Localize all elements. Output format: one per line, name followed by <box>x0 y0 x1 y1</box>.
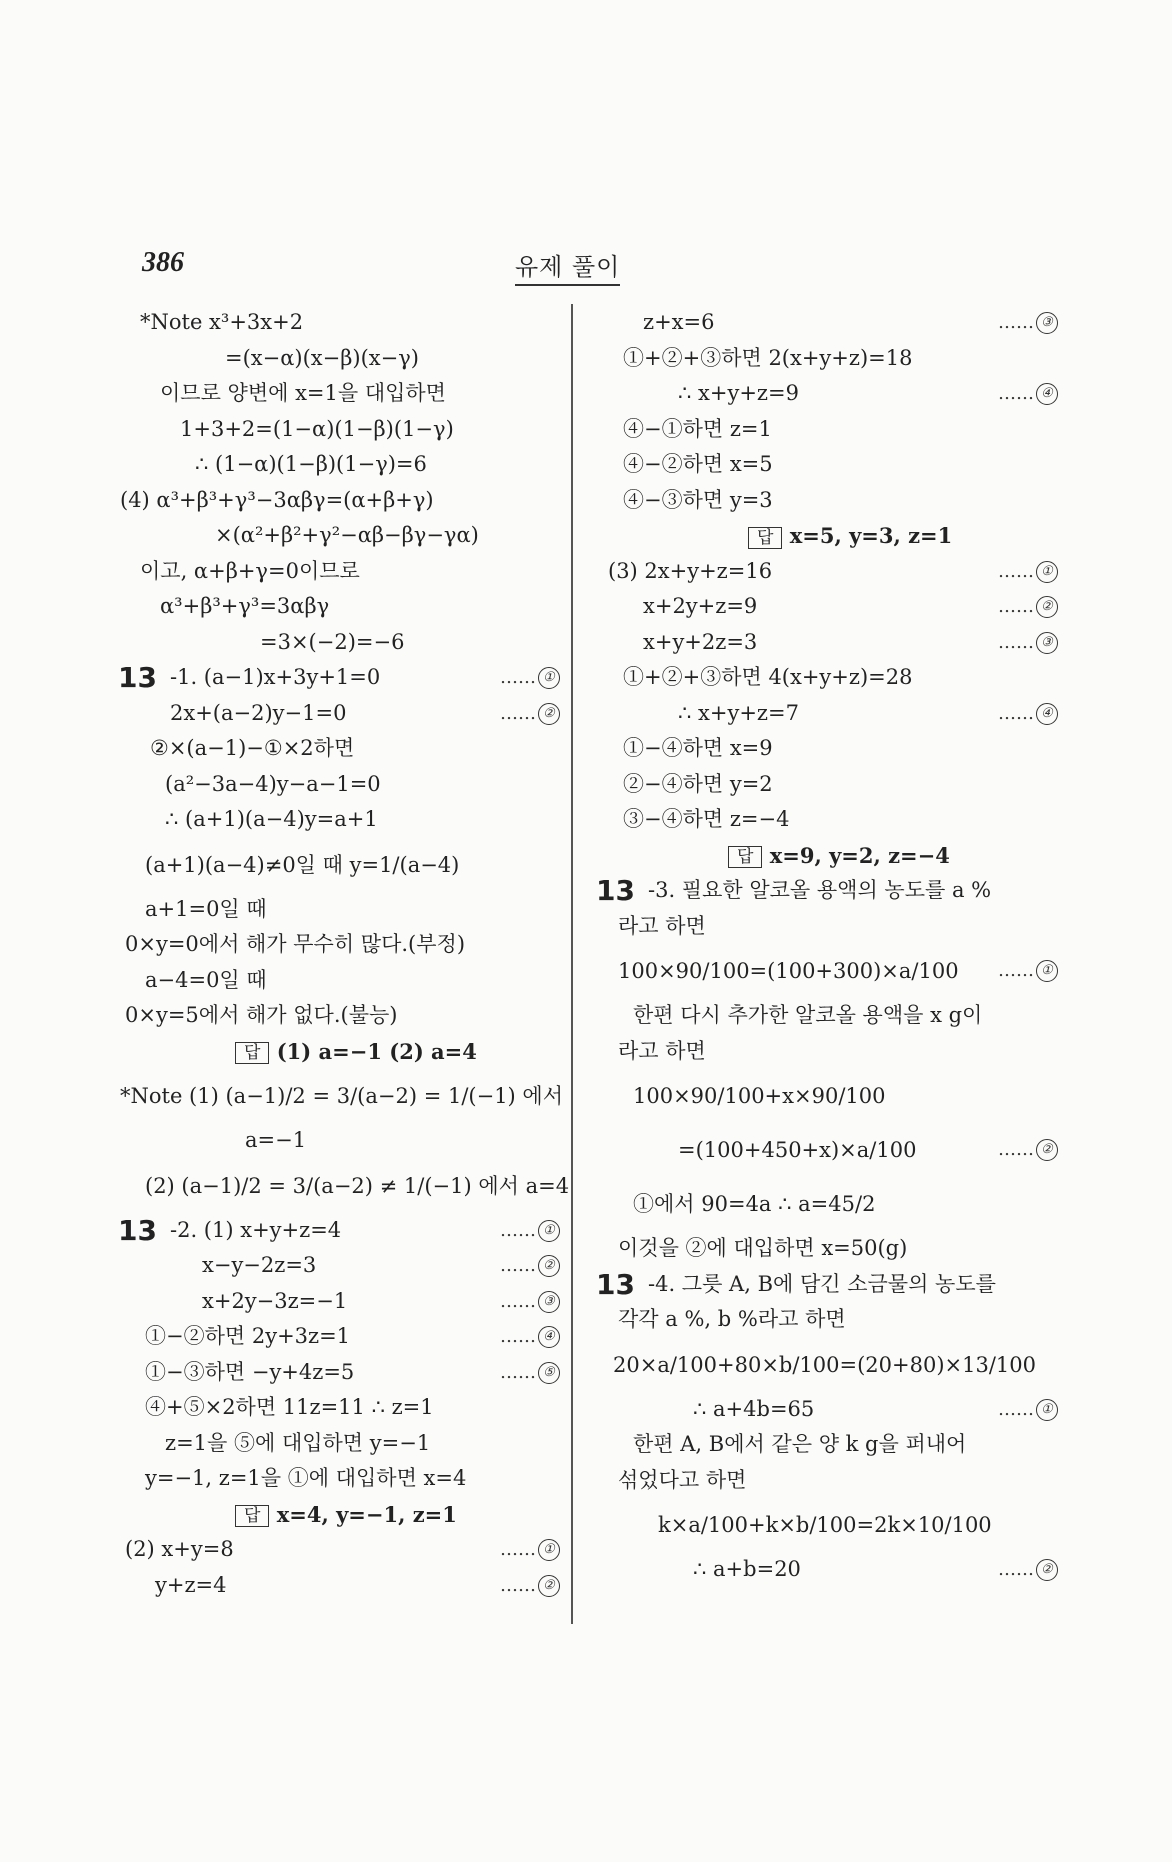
equation-text: =(x−α)(x−β)(x−γ) <box>225 345 419 370</box>
equation-text: ∴ a+b=20 <box>693 1557 801 1581</box>
text-line <box>608 944 1058 998</box>
equation-text: ④+⑤×2하면 11z=11 ∴ z=1 <box>145 1395 434 1419</box>
equation-text: a−4=0일 때 <box>145 967 267 992</box>
answer-line <box>235 1034 477 1070</box>
text-line <box>608 1231 1058 1267</box>
text-line <box>608 1338 1058 1392</box>
right-column <box>596 305 1058 1588</box>
equation-marker: …… ① <box>500 1213 560 1248</box>
equation-marker: …… ② <box>500 1248 560 1283</box>
equation-marker: …… ② <box>500 696 560 731</box>
equation-text: 각각 a %, b %라고 하면 <box>618 1307 846 1331</box>
equation-text: ④−①하면 z=1 <box>623 416 772 441</box>
text-line <box>608 1123 1058 1177</box>
equation-text: ∴ x+y+z=7 <box>678 700 799 725</box>
text-line <box>608 1552 1058 1588</box>
problem-number: 13 <box>118 1213 157 1247</box>
equation-text: ③−④하면 z=−4 <box>623 807 790 831</box>
equation-text: -4. 그릇 A, B에 담긴 소금물의 농도를 <box>648 1271 996 1296</box>
text-line <box>120 483 560 519</box>
text-line <box>120 625 560 661</box>
circled-number-icon: ① <box>1036 561 1058 583</box>
equation-text: ④−③하면 y=3 <box>623 487 773 512</box>
text-line <box>608 518 1058 554</box>
circled-number-icon: ④ <box>538 1326 560 1348</box>
text-line <box>608 1177 1058 1231</box>
equation-text: -3. 필요한 알코올 용액의 농도를 a % <box>648 878 992 902</box>
equation-text: -1. (a−1)x+3y+1=0 <box>170 665 381 689</box>
text-line <box>120 412 560 448</box>
equation-text: 0×y=0에서 해가 무수히 많다.(부정) <box>125 932 466 956</box>
text-line <box>608 305 1058 341</box>
answer-box: 답 <box>728 846 762 868</box>
equation-text: =3×(−2)=−6 <box>260 629 405 654</box>
text-line <box>608 660 1058 696</box>
equation-text: ∴ a+4b=65 <box>693 1396 815 1421</box>
equation-text: y=−1, z=1을 ①에 대입하면 x=4 <box>145 1466 467 1490</box>
text-line <box>608 1463 1058 1499</box>
problem-number: 13 <box>118 661 157 694</box>
text-line <box>120 1159 570 1213</box>
answer-line <box>728 838 950 874</box>
circled-number-icon: ① <box>1036 960 1058 982</box>
equation-marker: …… ② <box>998 1123 1058 1177</box>
text-line <box>608 696 1058 732</box>
text-line <box>120 802 560 838</box>
equation-text: ×(α²+β²+γ²−αβ−βγ−γα) <box>215 523 479 547</box>
text-line <box>120 927 560 963</box>
circled-number-icon: ② <box>538 1255 560 1277</box>
page-title: 유제 풀이 <box>515 247 620 286</box>
equation-text: 이고, α+β+γ=0이므로 <box>140 558 360 583</box>
circled-number-icon: ② <box>538 1575 560 1597</box>
text-line <box>120 998 560 1034</box>
text-line <box>608 376 1058 412</box>
circled-number-icon: ④ <box>1036 703 1058 725</box>
equation-text: 100×90/100+x×90/100 <box>633 1084 886 1108</box>
equation-text: 이것을 ②에 대입하면 x=50(g) <box>618 1236 908 1260</box>
equation-text: x+2y−3z=−1 <box>202 1288 348 1313</box>
text-line <box>608 625 1058 661</box>
text-line <box>608 838 1058 874</box>
text-line <box>120 589 560 625</box>
text-line <box>608 767 1058 803</box>
text-line <box>120 518 560 554</box>
text-line <box>608 447 1058 483</box>
text-line <box>120 341 560 377</box>
equation-text: 2x+(a−2)y−1=0 <box>170 700 347 725</box>
equation-text: x+2y+z=9 <box>643 594 758 618</box>
text-line <box>120 1123 560 1159</box>
equation-marker: …… ④ <box>998 376 1058 411</box>
circled-number-icon: ② <box>1036 596 1058 618</box>
text-line <box>120 1213 560 1249</box>
problem-number: 13 <box>596 874 635 907</box>
equation-text: x+y+2z=3 <box>643 629 758 654</box>
problem-number: 13 <box>596 1267 635 1301</box>
equation-text: =(100+450+x)×a/100 <box>678 1138 917 1162</box>
equation-text: 1+3+2=(1−α)(1−β)(1−γ) <box>180 416 454 441</box>
text-line <box>608 1427 1058 1463</box>
text-line <box>120 660 560 696</box>
equation-text: (a+1)(a−4)≠0일 때 y=1/(a−4) <box>145 852 460 877</box>
text-line <box>120 1284 560 1320</box>
equation-marker: …… ④ <box>500 1319 560 1354</box>
equation-text: z+x=6 <box>643 310 715 334</box>
equation-text: z=1을 ⑤에 대입하면 y=−1 <box>165 1430 431 1455</box>
equation-text: (3) 2x+y+z=16 <box>608 558 773 583</box>
circled-number-icon: ① <box>538 1539 560 1561</box>
text-line <box>608 412 1058 448</box>
circled-number-icon: ④ <box>1036 383 1058 405</box>
equation-text: 섞었다고 하면 <box>618 1467 747 1492</box>
page-number: 386 <box>142 247 184 278</box>
text-line <box>608 909 1058 945</box>
text-line <box>596 873 1058 909</box>
text-line <box>120 376 560 412</box>
text-line <box>608 554 1058 590</box>
equation-text: 이므로 양변에 x=1을 대입하면 <box>160 381 446 405</box>
equation-marker: …… ① <box>500 1532 560 1567</box>
text-line <box>608 1034 1058 1070</box>
text-line <box>120 1497 560 1533</box>
text-line <box>120 1568 560 1604</box>
equation-text: ∴ (a+1)(a−4)y=a+1 <box>165 807 378 831</box>
answer-line <box>235 1497 457 1533</box>
answer-box: 답 <box>235 1505 269 1527</box>
equation-text: (2) (a−1)/2 = 3/(a−2) ≠ 1/(−1) 에서 a=4 <box>145 1173 570 1198</box>
answer-box: 답 <box>748 527 782 549</box>
text-line <box>120 838 560 892</box>
equation-marker: …… ① <box>998 554 1058 589</box>
text-line <box>120 731 560 767</box>
text-line <box>120 1532 560 1568</box>
circled-number-icon: ① <box>538 667 560 689</box>
equation-text: a+1=0일 때 <box>145 896 267 921</box>
text-line <box>120 1390 560 1426</box>
text-line <box>120 1034 560 1070</box>
equation-text: *Note (1) (a−1)/2 = 3/(a−2) = 1/(−1) 에서 <box>120 1084 563 1108</box>
equation-text: (4) α³+β³+γ³−3αβγ=(α+β+γ) <box>120 487 434 512</box>
column-divider <box>571 304 573 1624</box>
equation-text: a=−1 <box>245 1128 307 1152</box>
circled-number-icon: ② <box>538 703 560 725</box>
equation-text: 0×y=5에서 해가 없다.(불능) <box>125 1003 398 1027</box>
text-line <box>120 767 560 803</box>
text-line <box>608 998 1058 1034</box>
text-line <box>120 554 560 590</box>
answer-text: (1) a=−1 (2) a=4 <box>269 1038 477 1064</box>
equation-marker: …… ① <box>998 944 1058 998</box>
text-line <box>608 589 1058 625</box>
text-line <box>120 1069 563 1123</box>
text-line <box>608 1498 1058 1552</box>
text-line <box>120 1355 560 1391</box>
equation-text: 라고 하면 <box>618 1038 706 1063</box>
text-line <box>608 483 1058 519</box>
text-line <box>120 1426 560 1462</box>
equation-text: α³+β³+γ³=3αβγ <box>160 594 330 618</box>
equation-text: 한편 A, B에서 같은 양 k g을 퍼내어 <box>633 1432 967 1456</box>
equation-text: (2) x+y=8 <box>125 1537 234 1561</box>
text-line <box>608 731 1058 767</box>
equation-text: y+z=4 <box>155 1572 227 1597</box>
equation-text: 한편 다시 추가한 알코올 용액을 x g이 <box>633 1003 983 1027</box>
circled-number-icon: ① <box>1036 1399 1058 1421</box>
text-line <box>120 696 560 732</box>
circled-number-icon: ③ <box>538 1291 560 1313</box>
equation-text: 100×90/100=(100+300)×a/100 <box>618 959 959 983</box>
equation-text: ①에서 90=4a ∴ a=45/2 <box>633 1192 876 1216</box>
answer-line <box>748 518 952 554</box>
equation-text: 라고 하면 <box>618 913 706 938</box>
text-line <box>608 1069 1058 1123</box>
text-line <box>120 1461 560 1497</box>
circled-number-icon: ② <box>1036 1139 1058 1161</box>
circled-number-icon: ② <box>1036 1559 1058 1581</box>
circled-number-icon: ③ <box>1036 312 1058 334</box>
answer-box: 답 <box>235 1042 269 1064</box>
equation-marker: …… ③ <box>998 305 1058 340</box>
equation-text: x−y−2z=3 <box>202 1253 317 1277</box>
equation-marker: …… ④ <box>998 696 1058 731</box>
circled-number-icon: ⑤ <box>538 1362 560 1384</box>
text-line <box>596 1267 1058 1303</box>
equation-text: 20×a/100+80×b/100=(20+80)×13/100 <box>613 1352 1037 1377</box>
equation-text: ∴ (1−α)(1−β)(1−γ)=6 <box>195 452 427 476</box>
answer-text: x=4, y=−1, z=1 <box>269 1501 457 1527</box>
text-line <box>120 447 560 483</box>
equation-text: ④−②하면 x=5 <box>623 452 773 476</box>
equation-text: (a²−3a−4)y−a−1=0 <box>165 771 381 796</box>
equation-marker: …… ② <box>998 589 1058 624</box>
text-line <box>120 305 560 341</box>
circled-number-icon: ③ <box>1036 632 1058 654</box>
left-column <box>118 305 570 1603</box>
text-line <box>120 963 560 999</box>
equation-marker: …… ③ <box>998 625 1058 660</box>
equation-marker: …… ② <box>998 1552 1058 1587</box>
equation-text: ②−④하면 y=2 <box>623 771 773 796</box>
equation-text: k×a/100+k×b/100=2k×10/100 <box>658 1513 992 1537</box>
equation-text: ①−③하면 −y+4z=5 <box>145 1359 355 1384</box>
equation-marker: …… ① <box>500 660 560 695</box>
answer-text: x=9, y=2, z=−4 <box>762 842 950 868</box>
circled-number-icon: ① <box>538 1220 560 1242</box>
text-line <box>120 892 560 928</box>
equation-marker: …… ① <box>998 1392 1058 1427</box>
equation-text: ①−④하면 x=9 <box>623 736 773 760</box>
text-line <box>608 1392 1058 1428</box>
answer-text: x=5, y=3, z=1 <box>782 523 953 548</box>
equation-text: ①−②하면 2y+3z=1 <box>145 1324 351 1348</box>
text-line <box>608 802 1058 838</box>
text-line <box>608 1302 1058 1338</box>
equation-marker: …… ② <box>500 1568 560 1603</box>
equation-text: -2. (1) x+y+z=4 <box>170 1217 342 1242</box>
equation-text: ∴ x+y+z=9 <box>678 381 799 405</box>
equation-text: ①+②+③하면 4(x+y+z)=28 <box>623 665 913 689</box>
text-line <box>608 341 1058 377</box>
equation-text: ②×(a−1)−①×2하면 <box>150 736 355 760</box>
equation-marker: …… ⑤ <box>500 1355 560 1390</box>
equation-text: ①+②+③하면 2(x+y+z)=18 <box>623 345 913 370</box>
text-line <box>120 1319 560 1355</box>
equation-marker: …… ③ <box>500 1284 560 1319</box>
text-line <box>120 1248 560 1284</box>
equation-text: *Note x³+3x+2 <box>140 310 304 334</box>
